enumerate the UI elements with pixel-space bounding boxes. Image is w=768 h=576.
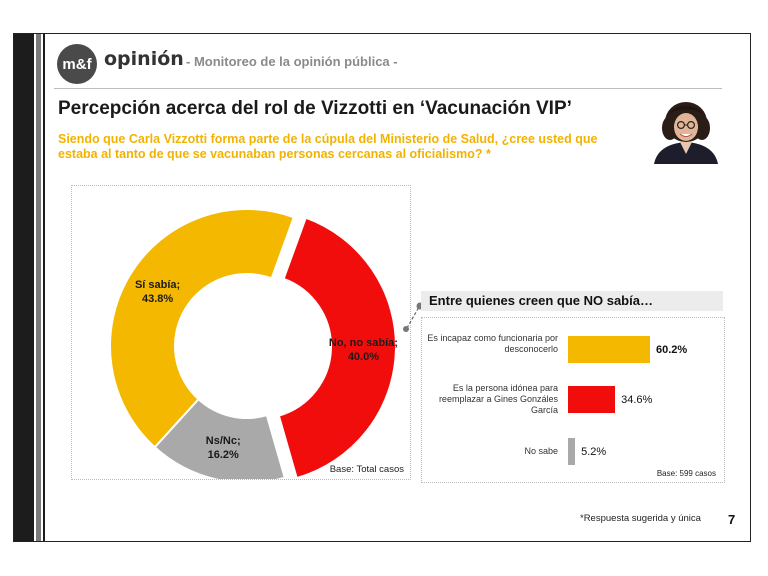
donut-chart	[72, 186, 410, 479]
bar-0	[568, 336, 650, 363]
bar-2	[568, 438, 575, 465]
logo-mark: m&f	[57, 44, 97, 84]
bar-label-2: No sabe	[524, 446, 558, 456]
slide-title: Percepción acerca del rol de Vizzotti en ‘Vacunación VIP’	[58, 98, 572, 119]
portrait-illustration	[644, 98, 728, 164]
survey-question: Siendo que Carla Vizzotti forma parte de la cúpula del Ministerio de Salud, ¿cree usted que estaba al tanto de que se vacunaban personas cercanas al oficialismo? *	[58, 132, 598, 161]
page-number: 7	[728, 512, 736, 527]
bar-value-0: 60.2%	[656, 344, 688, 356]
left-decor-bars	[14, 34, 46, 541]
donut-label-2-name: Ns/Nc;	[205, 434, 241, 447]
bar-value-2: 5.2%	[581, 446, 607, 458]
decor-bar-black	[14, 34, 34, 541]
bar-value-1: 34.6%	[621, 394, 653, 406]
logo-text: opinión	[104, 48, 184, 70]
decor-bar-thin	[43, 34, 45, 541]
bar-label-1: Es la persona idónea para reemplazar a Gines Gonzáles García	[438, 383, 558, 415]
donut-base-note: Base: Total casos	[329, 464, 404, 475]
decor-bar-grey	[36, 34, 41, 541]
donut-chart-panel	[71, 185, 411, 480]
bar-1	[568, 386, 615, 413]
donut-label-0-name: Sí sabía;	[134, 278, 181, 291]
donut-label-1-value: 40.0%	[347, 351, 380, 364]
footnote: *Respuesta sugerida y única	[580, 513, 701, 524]
bar-chart-title: Entre quienes creen que NO sabía…	[421, 291, 723, 311]
header-subtitle: - Monitoreo de la opinión pública -	[186, 54, 398, 69]
bar-label-0: Es incapaz como funcionaria por desconocerlo	[427, 333, 558, 354]
portrait-photo	[644, 98, 728, 164]
donut-label-1-name: No, no sabía;	[328, 337, 398, 350]
header-divider	[54, 88, 722, 89]
donut-label-0-value: 43.8%	[141, 292, 174, 305]
donut-label-2-value: 16.2%	[207, 448, 239, 461]
bar-base-note: Base: 599 casos	[656, 469, 716, 478]
bar-chart-panel	[421, 317, 725, 483]
slide	[13, 33, 751, 542]
